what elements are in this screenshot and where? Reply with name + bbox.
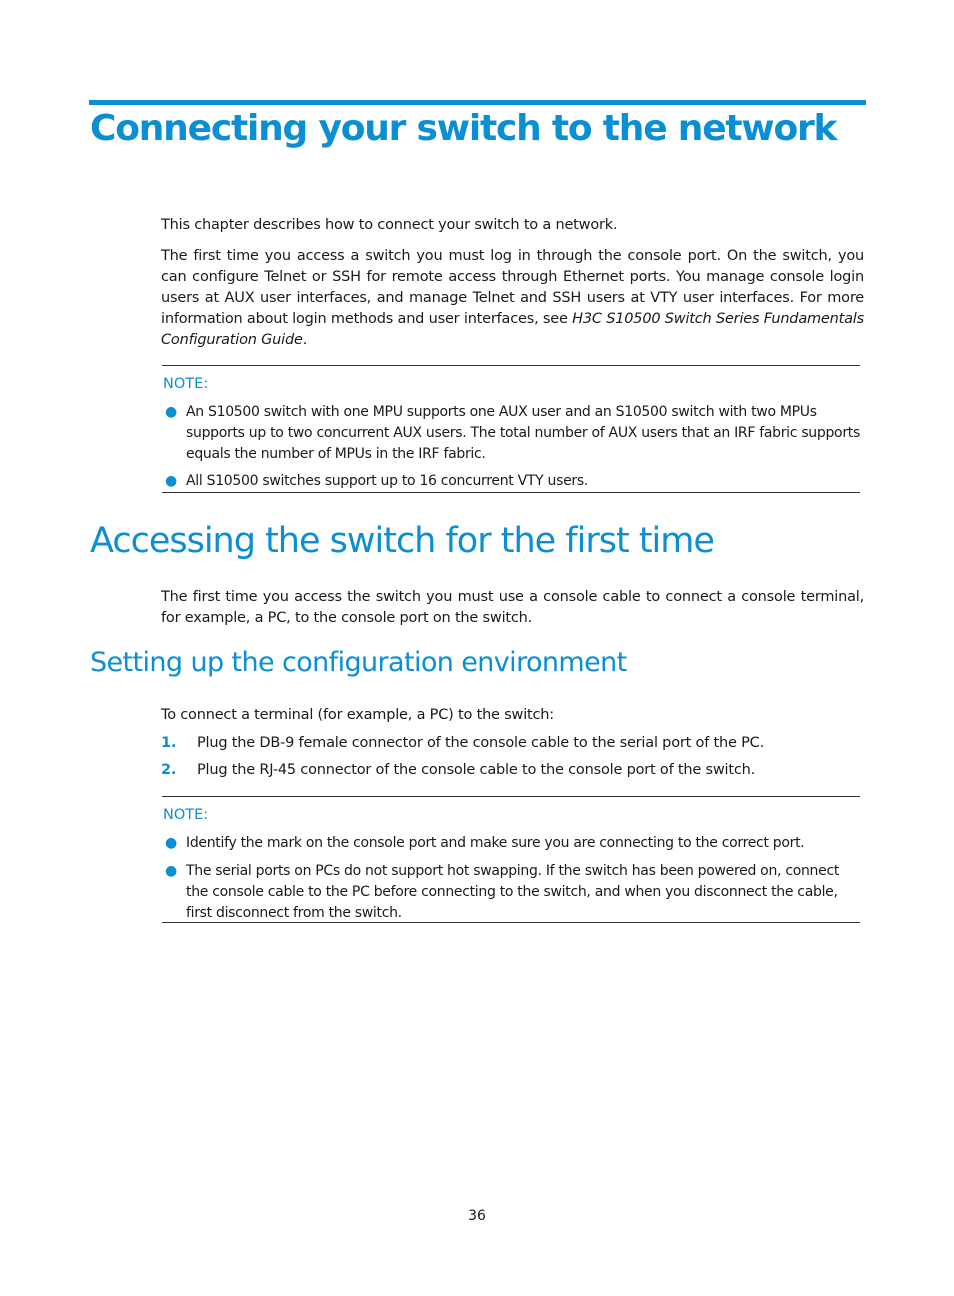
fundamentals-guide-reference: H3C S10500 Switch Series Fundamentals Configuration Guide	[161, 311, 864, 348]
subsection-intro: To connect a terminal (for example, a PC) to the switch:	[161, 707, 554, 723]
note-item-text: An S10500 switch with one MPU supports one AUX user and an S10500 switch with two MPUs supports up to two concurrent AUX users. The total number of AUX users that an IRF fabric supports equals the number of MPUs in the IRF fabric.	[186, 404, 860, 462]
note-item	[162, 833, 860, 854]
step-number: 2.	[161, 762, 177, 778]
note-item	[162, 471, 860, 492]
bullet-icon: ●	[165, 473, 177, 489]
chapter-body	[161, 246, 864, 351]
step-text: Plug the DB-9 female connector of the console cable to the serial port of the PC.	[197, 735, 764, 751]
step-text: Plug the RJ-45 connector of the console cable to the console port of the switch.	[197, 762, 755, 778]
chapter-intro: This chapter describes how to connect your switch to a network.	[161, 217, 618, 233]
note-item-text: The serial ports on PCs do not support hot swapping. If the switch has been powered on, connect the console cable to the PC before connecting to the switch, and when you disconnect the cable, first disconnect from the switch.	[186, 863, 840, 921]
chapter-title: Connecting your switch to the network	[90, 108, 837, 149]
chapter-body-main: The first time you access a switch you must log in through the console port. On the switch, you can configure Telnet or SSH for remote access through Ethernet ports. You manage console login users at AUX user interfaces, and manage Telnet and SSH users at VTY user interfaces. For more information about login methods and user interfaces, see	[161, 248, 864, 327]
subsection-note	[162, 796, 860, 923]
subsection-title: Setting up the configuration environment	[90, 647, 627, 678]
section-title: Accessing the switch for the first time	[90, 521, 714, 561]
note-label: NOTE:	[163, 376, 209, 392]
note-item-text: All S10500 switches support up to 16 concurrent VTY users.	[186, 473, 589, 489]
step-number: 1.	[161, 735, 177, 751]
chapter-body-end: .	[302, 332, 308, 348]
bullet-icon: ●	[165, 863, 177, 879]
note-item	[162, 861, 860, 924]
bullet-icon: ●	[165, 404, 177, 420]
note-item	[162, 402, 860, 465]
page-number: 36	[468, 1208, 486, 1224]
note-label: NOTE:	[163, 807, 209, 823]
chapter-note	[162, 365, 860, 493]
note-item-text: Identify the mark on the console port and make sure you are connecting to the correct port.	[186, 835, 805, 851]
chapter-top-rule	[89, 100, 866, 105]
section-body: The first time you access the switch you must use a console cable to connect a console terminal, for example, a PC, to the console port on the switch.	[161, 589, 864, 626]
bullet-icon: ●	[165, 835, 177, 851]
